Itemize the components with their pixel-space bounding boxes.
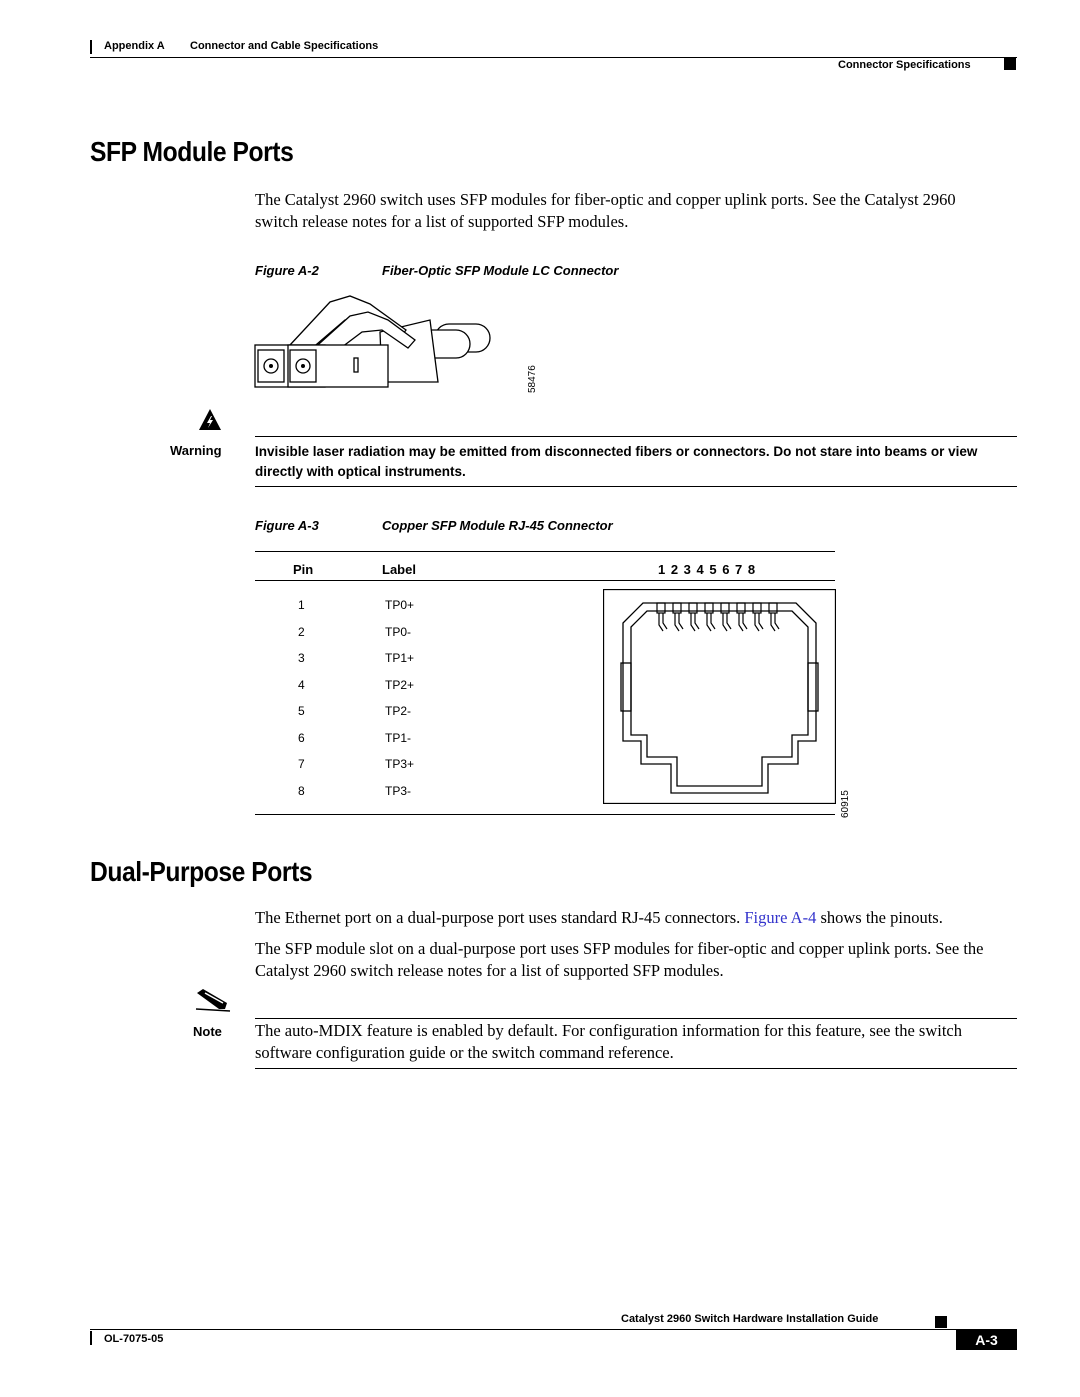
pin-table-header-rule xyxy=(255,580,835,581)
figure-a2-title: Fiber-Optic SFP Module LC Connector xyxy=(382,263,619,278)
figure-a4-link[interactable]: Figure A-4 xyxy=(744,908,817,927)
pin-label: TP1- xyxy=(385,730,412,745)
rj45-pin-lead xyxy=(723,613,731,631)
warning-icon xyxy=(198,408,222,432)
note-label: Note xyxy=(193,1024,222,1039)
dual-paragraph-1-text-b: shows the pinouts. xyxy=(816,908,943,927)
dual-paragraph-1-text-a: The Ethernet port on a dual-purpose port uses standard RJ-45 connectors. xyxy=(255,908,745,927)
section-title-sfp: SFP Module Ports xyxy=(90,136,294,167)
pin-label: TP2+ xyxy=(385,677,415,692)
footer-square xyxy=(935,1316,947,1328)
pin-table-top-rule xyxy=(255,551,835,552)
pin-table-header-pin: Pin xyxy=(293,562,314,577)
warning-top-rule xyxy=(255,436,1017,437)
lc-connector-illustration xyxy=(250,290,520,400)
pin-number: 7 xyxy=(298,757,305,771)
pin-number: 1 xyxy=(298,598,305,612)
footer-left-bar xyxy=(90,1331,92,1345)
pin-table-header-numbers: 1 2 3 4 5 6 7 8 xyxy=(658,562,756,577)
section-title-dual: Dual-Purpose Ports xyxy=(90,856,313,887)
rj45-jack-illustration xyxy=(603,589,836,804)
pin-table-bottom-rule xyxy=(255,814,835,815)
pin-label: TP3- xyxy=(385,783,412,798)
pin-number: 4 xyxy=(298,677,305,692)
note-bottom-rule xyxy=(255,1068,1017,1069)
note-top-rule xyxy=(255,1018,1017,1019)
pin-table-header-label: Label xyxy=(382,562,416,577)
pin-number: 3 xyxy=(298,651,305,665)
pin-label: TP1+ xyxy=(385,651,415,665)
pin-label: TP0+ xyxy=(385,598,415,612)
rj45-pin-lead xyxy=(739,613,747,631)
pin-number: 2 xyxy=(298,624,305,639)
sfp-paragraph: The Catalyst 2960 switch uses SFP modules for fiber-optic and copper uplink ports. See the Catalyst 2960 switch release notes for a list of supported SFP modules. xyxy=(255,190,956,231)
figure-a2-number: Figure A-2 xyxy=(255,263,319,278)
rj45-pin-lead xyxy=(691,613,699,631)
note-pencil-icon xyxy=(195,987,231,1013)
dual-paragraph-2: The SFP module slot on a dual-purpose port uses SFP modules for fiber-optic and copper uplink ports. See the Catalyst 2960 switch release notes for a list of supported SFP modules. xyxy=(255,939,984,980)
rj45-pin-lead xyxy=(755,613,763,631)
dual-paragraph-1 xyxy=(255,907,1035,929)
figure-a3-title: Copper SFP Module RJ-45 Connector xyxy=(382,518,613,533)
warning-label: Warning xyxy=(170,443,222,458)
footer-doc-id: OL-7075-05 xyxy=(104,1333,164,1345)
pin-label: TP0- xyxy=(385,624,412,639)
header-left-bar xyxy=(90,40,92,54)
pin-number: 5 xyxy=(298,704,305,718)
rj45-pin-lead xyxy=(771,613,779,631)
header-appendix: Appendix A xyxy=(104,40,165,52)
figure-a3-id: 60915 xyxy=(840,790,851,818)
figure-a3-number: Figure A-3 xyxy=(255,518,319,533)
pin-number: 6 xyxy=(298,730,305,745)
header-section: Connector Specifications xyxy=(838,59,971,71)
warning-bottom-rule xyxy=(255,486,1017,487)
footer-rule xyxy=(90,1329,1017,1330)
pin-label: TP3+ xyxy=(385,757,415,771)
warning-text: Invisible laser radiation may be emitted from disconnected fibers or connectors. Do not stare into beams or view directly with optical instruments. xyxy=(255,444,978,479)
note-text: The auto-MDIX feature is enabled by default. For configuration information for this feature, see the switch software configuration guide or the switch command reference. xyxy=(255,1021,962,1062)
header-square xyxy=(1004,58,1016,70)
header-chapter: Connector and Cable Specifications xyxy=(190,40,379,52)
figure-a2-id: 58476 xyxy=(527,365,538,393)
rj45-pin-lead xyxy=(707,613,715,631)
footer-page-number: A-3 xyxy=(956,1330,1017,1350)
rj45-pin-lead xyxy=(659,613,667,631)
rj45-pin-lead xyxy=(675,613,683,631)
header-rule xyxy=(90,57,1017,58)
pin-number: 8 xyxy=(298,783,305,798)
pin-label: TP2- xyxy=(385,704,412,718)
footer-guide-title: Catalyst 2960 Switch Hardware Installation Guide xyxy=(621,1313,879,1325)
